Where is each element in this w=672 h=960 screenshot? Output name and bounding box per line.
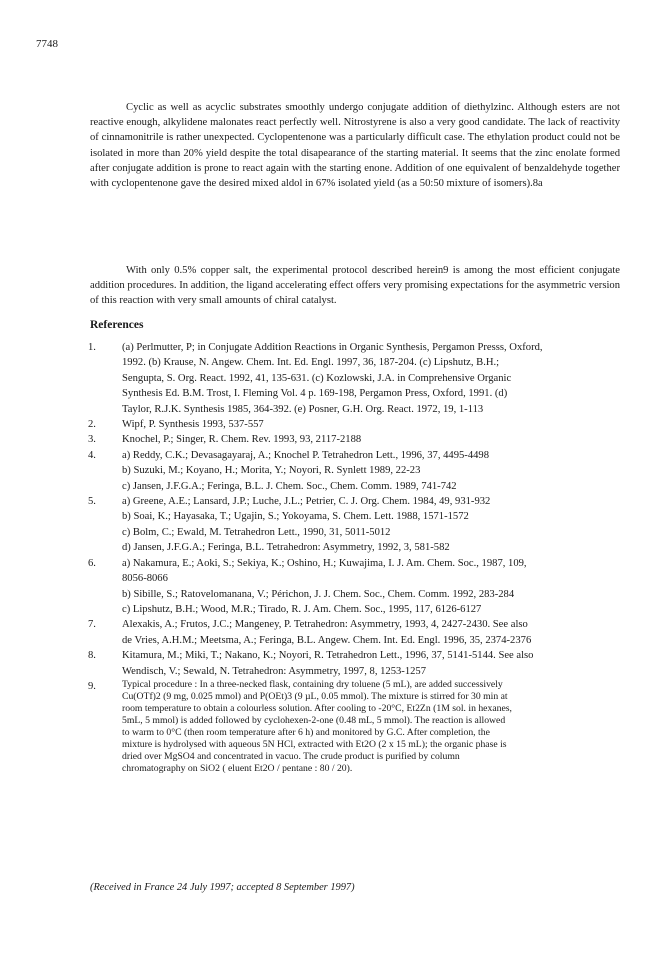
reference-text — [122, 432, 624, 447]
reference-item — [88, 432, 624, 447]
reference-line: Knochel, P.; Singer, R. Chem. Rev. 1993, 93, 2117-2188 — [122, 434, 362, 446]
reference-line: Sengupta, S. Org. React. 1992, 41, 135-631. (c) Kozlowski, J.A. in Comprehensive Organic — [122, 372, 512, 384]
reference-number: 3. — [88, 434, 96, 446]
reference-item — [88, 648, 624, 679]
reference-line: 1992. (b) Krause, N. Angew. Chem. Int. Ed. Engl. 1997, 36, 187-204. (c) Lipshutz, B.H.; — [122, 357, 500, 369]
reference-text — [122, 448, 624, 494]
reference-line: c) Bolm, C.; Ewald, M. Tetrahedron Lett., 1990, 31, 5011-5012 — [122, 526, 391, 538]
reference-item — [88, 417, 624, 432]
reference-line: a) Greene, A.E.; Lansard, J.P.; Luche, J.L.; Petrier, C. J. Org. Chem. 1984, 49, 931-932 — [122, 496, 491, 508]
reference-item — [88, 679, 624, 775]
reference-line: Synthesis Ed. B.M. Trost, I. Fleming Vol. 4 p. 169-198, Pergamon Press, Oxford, 1991. (d) — [122, 388, 508, 400]
reference-item — [88, 494, 624, 556]
reference-text — [122, 340, 624, 417]
reference-line: a) Nakamura, E.; Aoki, S.; Sekiya, K.; Oshino, H.; Kuwajima, I. J. Am. Chem. Soc., 1987, 109, — [122, 557, 527, 569]
references-list — [88, 340, 624, 775]
received-date-line: (Received in France 24 July 1997; accepted 8 September 1997) — [90, 882, 355, 893]
reference-text — [122, 617, 624, 648]
reference-text — [122, 679, 624, 775]
references-heading: References — [90, 319, 144, 331]
reference-line: dried over MgSO4 and concentrated in vacuo. The crude product is purified by column — [122, 750, 460, 762]
body-paragraph-2: With only 0.5% copper salt, the experimental protocol described herein9 is among the most efficient conjugate addition procedures. In addition, the ligand accelerating effect offers very promising expectations for the asymmetric version of this reaction with very small amounts of chiral catalyst. — [90, 265, 620, 307]
reference-line: c) Jansen, J.F.G.A.; Feringa, B.L. J. Chem. Soc., Chem. Comm. 1989, 741-742 — [122, 480, 457, 492]
reference-item — [88, 448, 624, 494]
reference-line: Cu(OTf)2 (9 mg, 0.025 mmol) and P(OEt)3 (9 µL, 0.05 mmol). The mixture is stirred for 30 min at — [122, 690, 508, 702]
reference-line: c) Lipshutz, B.H.; Wood, M.R.; Tirado, R. J. Am. Chem. Soc., 1995, 117, 6126-6127 — [122, 603, 482, 615]
page-number: 7748 — [36, 38, 58, 50]
reference-number: 9. — [88, 680, 96, 692]
reference-number: 8. — [88, 650, 96, 662]
reference-number: 2. — [88, 419, 96, 431]
reference-number: 1. — [88, 342, 96, 353]
reference-item — [88, 340, 624, 417]
reference-item — [88, 556, 624, 618]
reference-text — [122, 556, 624, 618]
reference-line: Alexakis, A.; Frutos, J.C.; Mangeney, P. Tetrahedron: Asymmetry, 1993, 4, 2427-2430. See also — [122, 619, 528, 631]
reference-line: Kitamura, M.; Miki, T.; Nakano, K.; Noyori, R. Tetrahedron Lett., 1996, 37, 5141-5144. See also — [122, 650, 534, 662]
reference-line: Typical procedure : In a three-necked flask, containing dry toluene (5 mL), are added successively — [122, 678, 503, 690]
reference-line: mixture is hydrolysed with aqueous 5N HCl, extracted with Et2O (2 x 15 mL); the organic phase is — [122, 738, 507, 750]
reference-line: b) Suzuki, M.; Koyano, H.; Morita, Y.; Noyori, R. Synlett 1989, 22-23 — [122, 465, 421, 477]
body-paragraph-1: Cyclic as well as acyclic substrates smoothly undergo conjugate addition of diethylzinc. Although esters are not reactive enough, alkylidene malonates react perfectly well. Nitrostyrene is also a very good candidate. The lack of reactivity of cinnamonitrile is rather unexpected. Cyclopentenone was a particularly difficult case. The ethylation product could not be isolated in more than 20% yield despite the total disapearance of the starting material. It seems that the zinc enolate formed after conjugate addition is prone to react again with the starting enone. Addition of one equivalent of benzaldehyde together with cyclopentenone gave the desired mixed aldol in 67% isolated yield (as a 50:50 mixture of isomers).8a — [90, 102, 620, 190]
reference-line: Wendisch, V.; Sewald, N. Tetrahedron: Asymmetry, 1997, 8, 1253-1257 — [122, 665, 427, 677]
reference-item — [88, 617, 624, 648]
reference-number: 7. — [88, 619, 96, 631]
reference-line: Taylor, R.J.K. Synthesis 1985, 364-392. (e) Posner, G.H. Org. React. 1972, 19, 1-113 — [122, 403, 484, 415]
reference-line: to warm to 0°C (then room temperature after 6 h) and monitored by G.C. After completion, the — [122, 726, 490, 738]
reference-line: chromatography on SiO2 ( eluent Et2O / pentane : 80 / 20). — [122, 762, 353, 774]
reference-line: 5mL, 5 mmol) is added followed by cyclohexen-2-one (0.48 mL, 5 mmol). The reaction is allowed — [122, 714, 506, 726]
reference-number: 6. — [88, 557, 96, 569]
reference-line: Wipf, P. Synthesis 1993, 537-557 — [122, 419, 264, 431]
reference-line: (a) Perlmutter, P; in Conjugate Addition Reactions in Organic Synthesis, Pergamon Presss, Oxford, — [122, 342, 543, 353]
reference-line: d) Jansen, J.F.G.A.; Feringa, B.L. Tetrahedron: Asymmetry, 1992, 3, 581-582 — [122, 542, 450, 554]
reference-text — [122, 648, 624, 679]
reference-line: b) Sibille, S.; Ratovelomanana, V.; Périchon, J. J. Chem. Soc., Chem. Comm. 1992, 283-284 — [122, 588, 515, 600]
reference-text — [122, 494, 624, 556]
reference-line: a) Reddy, C.K.; Devasagayaraj, A.; Knochel P. Tetrahedron Lett., 1996, 37, 4495-4498 — [122, 449, 490, 461]
reference-number: 4. — [88, 449, 96, 461]
reference-number: 5. — [88, 496, 96, 508]
reference-line: b) Soai, K.; Hayasaka, T.; Ugajin, S.; Yokoyama, S. Chem. Lett. 1988, 1571-1572 — [122, 511, 469, 523]
reference-line: 8056-8066 — [122, 573, 168, 585]
reference-line: room temperature to obtain a colourless solution. After cooling to -20°C, Et2Zn (1M sol. in hexanes, — [122, 702, 512, 714]
reference-line: de Vries, A.H.M.; Meetsma, A.; Feringa, B.L. Angew. Chem. Int. Ed. Engl. 1996, 35, 2374-2376 — [122, 634, 532, 646]
reference-text — [122, 417, 624, 432]
